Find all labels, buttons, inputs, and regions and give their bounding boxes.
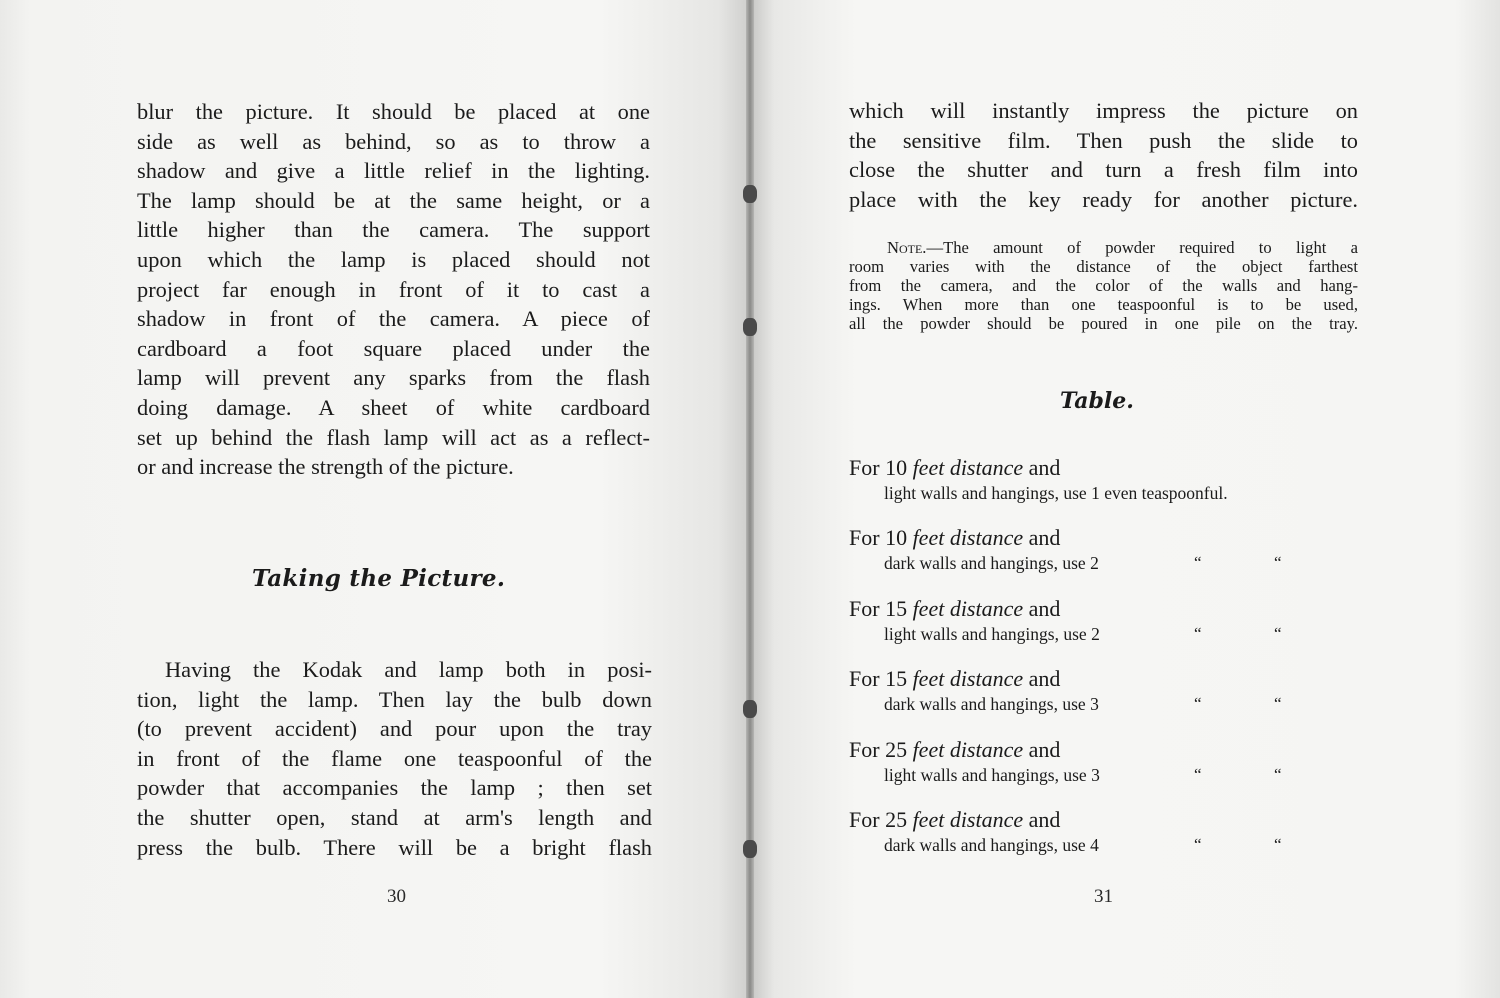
row-distance: feet distance <box>912 596 1024 621</box>
note-text: —The amount of powder required to light a <box>926 238 1358 257</box>
ditto-mark: “ <box>1194 765 1202 784</box>
row-prefix: For <box>849 666 886 691</box>
text-line: room varies with the distance of the object farthest <box>849 257 1358 276</box>
walls-line <box>884 765 1349 786</box>
row-amount: 1 <box>1091 483 1100 503</box>
text-line: or and increase the strength of the picture. <box>137 454 514 480</box>
text-line: project far enough in front of it to cast a <box>137 276 650 302</box>
text-line: doing damage. A sheet of white cardboard <box>137 394 650 420</box>
row-number: 15 <box>885 596 908 621</box>
table-row <box>849 737 1349 786</box>
row-suffix: and <box>1023 596 1061 621</box>
walls-line <box>884 694 1349 715</box>
ditto-mark: “ <box>1274 835 1282 854</box>
distance-line <box>849 596 1349 622</box>
distance-line <box>849 807 1349 833</box>
left-paragraph-bottom <box>137 655 652 862</box>
row-distance: feet distance <box>912 807 1024 832</box>
binding-stitch <box>743 700 757 718</box>
table-row <box>849 455 1349 504</box>
text-line: from the camera, and the color of the walls and hang- <box>849 276 1358 295</box>
row-distance: feet distance <box>912 455 1024 480</box>
text-line: blur the picture. It should be placed at one <box>137 99 650 124</box>
text-line: powder that accompanies the lamp ; then set <box>137 775 652 801</box>
row-suffix: and <box>1023 666 1061 691</box>
distance-line <box>849 525 1349 551</box>
text-line: The lamp should be at the same height, or a <box>137 187 650 213</box>
ditto-mark: “ <box>1274 694 1282 713</box>
row-unit: even teaspoonful. <box>1099 483 1228 503</box>
binding-stitch <box>743 185 757 203</box>
page-number: 30 <box>387 886 406 907</box>
row-distance: feet distance <box>912 666 1024 691</box>
text-line: the sensitive film. Then push the slide to <box>849 127 1358 153</box>
row-amount: 2 <box>1090 553 1099 573</box>
page-number: 31 <box>1094 886 1113 907</box>
text-line: set up behind the flash lamp will act as a reflect- <box>137 424 650 450</box>
text-line: lamp will prevent any sparks from the flash <box>137 365 650 391</box>
text-line: all the powder should be poured in one pile on the tray. <box>849 314 1358 333</box>
row-suffix: and <box>1023 525 1061 550</box>
row-number: 10 <box>885 455 908 480</box>
note-label: Note. <box>887 238 927 257</box>
table-row <box>849 666 1349 715</box>
row-amount: 2 <box>1091 624 1100 644</box>
text-line <box>849 238 1358 257</box>
row-walls: light walls and hangings, use <box>884 483 1092 503</box>
text-line: (to prevent accident) and pour upon the tray <box>137 716 652 742</box>
row-walls: dark walls and hangings, use <box>884 694 1091 714</box>
row-walls: dark walls and hangings, use <box>884 835 1091 855</box>
row-number: 15 <box>885 666 908 691</box>
text-line: shadow and give a little relief in the lighting. <box>137 158 650 184</box>
note-paragraph <box>849 238 1358 333</box>
section-heading: Taking the Picture. <box>252 565 506 592</box>
row-walls: light walls and hangings, use <box>884 624 1092 644</box>
text-line: upon which the lamp is placed should not <box>137 246 650 272</box>
text-line: close the shutter and turn a fresh film into <box>849 157 1358 183</box>
text-line: ings. When more than one teaspoonful is to be used, <box>849 295 1358 314</box>
text-line: press the bulb. There will be a bright flash <box>137 834 652 860</box>
distance-line <box>849 455 1349 481</box>
row-prefix: For <box>849 737 886 762</box>
text-line: side as well as behind, so as to throw a <box>137 128 650 154</box>
binding-stitch <box>743 840 757 858</box>
row-prefix: For <box>849 596 886 621</box>
row-distance: feet distance <box>912 525 1024 550</box>
row-prefix: For <box>849 455 886 480</box>
row-amount: 4 <box>1090 835 1099 855</box>
row-suffix: and <box>1023 737 1061 762</box>
row-walls: dark walls and hangings, use <box>884 553 1091 573</box>
row-distance: feet distance <box>912 737 1024 762</box>
row-suffix: and <box>1023 807 1061 832</box>
text-line: place with the key ready for another picture. <box>849 186 1358 212</box>
ditto-mark: “ <box>1194 835 1202 854</box>
walls-line <box>884 624 1349 645</box>
table-row <box>849 807 1349 856</box>
ditto-mark: “ <box>1274 765 1282 784</box>
right-paragraph-top <box>849 96 1358 214</box>
text-line: little higher than the camera. The support <box>137 217 650 243</box>
text-line: tion, light the lamp. Then lay the bulb down <box>137 686 652 712</box>
binding-stitch <box>743 318 757 336</box>
row-suffix: and <box>1023 455 1061 480</box>
row-amount: 3 <box>1091 765 1100 785</box>
table-row <box>849 596 1349 645</box>
table-row <box>849 525 1349 574</box>
walls-line <box>884 553 1349 574</box>
text-line: Having the Kodak and lamp both in posi- <box>165 657 652 682</box>
ditto-mark: “ <box>1194 694 1202 713</box>
row-prefix: For <box>849 807 886 832</box>
ditto-mark: “ <box>1194 553 1202 572</box>
walls-line <box>884 483 1349 504</box>
text-line: cardboard a foot square placed under the <box>137 335 650 361</box>
row-number: 25 <box>885 737 908 762</box>
text-line: which will instantly impress the picture on <box>849 98 1358 123</box>
distance-line <box>849 666 1349 692</box>
table-heading: Table. <box>1060 388 1134 414</box>
row-number: 25 <box>885 807 908 832</box>
left-paragraph-top <box>137 97 650 482</box>
row-number: 10 <box>885 525 908 550</box>
ditto-mark: “ <box>1194 624 1202 643</box>
text-line: in front of the flame one teaspoonful of the <box>137 745 652 771</box>
text-line: the shutter open, stand at arm's length and <box>137 804 652 830</box>
walls-line <box>884 835 1349 856</box>
row-walls: light walls and hangings, use <box>884 765 1092 785</box>
text-line: shadow in front of the camera. A piece of <box>137 306 650 332</box>
ditto-mark: “ <box>1274 553 1282 572</box>
row-prefix: For <box>849 525 886 550</box>
row-amount: 3 <box>1090 694 1099 714</box>
distance-line <box>849 737 1349 763</box>
ditto-mark: “ <box>1274 624 1282 643</box>
